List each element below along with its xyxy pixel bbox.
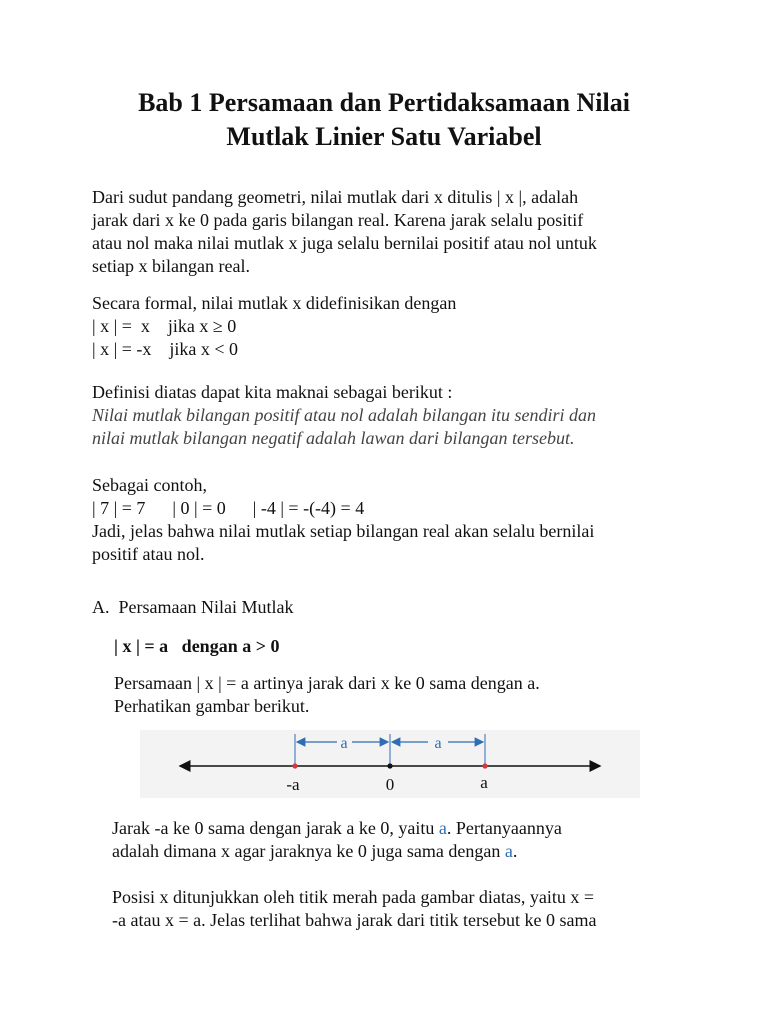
paragraph-line [112, 817, 562, 840]
highlight-a: a [504, 841, 513, 861]
meaning-intro: Definisi diatas dapat kita maknai sebagai berikut : [92, 382, 453, 402]
paragraph-line: jarak dari x ke 0 pada garis bilangan real. Karena jarak selalu positif [92, 210, 584, 230]
paragraph-line [112, 840, 517, 863]
title-line-1: Bab 1 Persamaan dan Pertidaksamaan Nilai [138, 88, 630, 117]
number-line-figure [140, 730, 640, 798]
point-neg-a [292, 763, 297, 768]
point-zero [387, 763, 392, 768]
point-a [482, 763, 487, 768]
section-heading: A. Persamaan Nilai Mutlak [92, 597, 294, 617]
text-segment: adalah dimana x agar jaraknya ke 0 juga sama dengan [112, 841, 505, 861]
paragraph-line: Persamaan | x | = a artinya jarak dari x ke 0 sama dengan a. [114, 673, 540, 693]
paragraph-line: Dari sudut pandang geometri, nilai mutlak dari x ditulis | x |, adalah [92, 187, 579, 207]
label-a: a [480, 773, 488, 792]
text-segment: . [512, 841, 518, 861]
distance-label-left: a [340, 735, 348, 752]
paragraph-line: Perhatikan gambar berikut. [114, 696, 310, 716]
title-line-2: Mutlak Linier Satu Variabel [226, 122, 542, 151]
conclusion-line: positif atau nol. [92, 544, 205, 564]
example-intro: Sebagai contoh, [92, 475, 207, 495]
text-segment: Jarak -a ke 0 sama dengan jarak a ke 0, yaitu [112, 818, 439, 838]
text-segment: . Pertanyaannya [446, 818, 562, 838]
definition-case-positive: | x | = x jika x ≥ 0 [92, 316, 237, 336]
formula: | x | = a dengan a > 0 [114, 636, 280, 656]
label-neg-a: -a [286, 775, 300, 794]
distance-label-right: a [434, 735, 442, 752]
label-zero: 0 [385, 775, 395, 794]
example-values: | 7 | = 7 | 0 | = 0 | -4 | = -(-4) = 4 [92, 498, 365, 518]
paragraph-line: Posisi x ditunjukkan oleh titik merah pada gambar diatas, yaitu x = [112, 887, 595, 907]
page-title [0, 86, 768, 154]
paragraph-line: atau nol maka nilai mutlak x juga selalu bernilai positif atau nol untuk [92, 233, 597, 253]
highlight-a: a [438, 818, 447, 838]
conclusion-line: Jadi, jelas bahwa nilai mutlak setiap bilangan real akan selalu bernilai [92, 521, 595, 541]
paragraph-line: -a atau x = a. Jelas terlihat bahwa jarak dari titik tersebut ke 0 sama [112, 910, 597, 930]
definition-case-negative: | x | = -x jika x < 0 [92, 339, 238, 359]
meaning-italic-line: Nilai mutlak bilangan positif atau nol adalah bilangan itu sendiri dan [92, 405, 597, 425]
paragraph-line: setiap x bilangan real. [92, 256, 250, 276]
meaning-italic-line: nilai mutlak bilangan negatif adalah lawan dari bilangan tersebut. [92, 428, 575, 448]
definition-intro: Secara formal, nilai mutlak x didefinisikan dengan [92, 293, 457, 313]
number-line-svg [140, 730, 640, 798]
